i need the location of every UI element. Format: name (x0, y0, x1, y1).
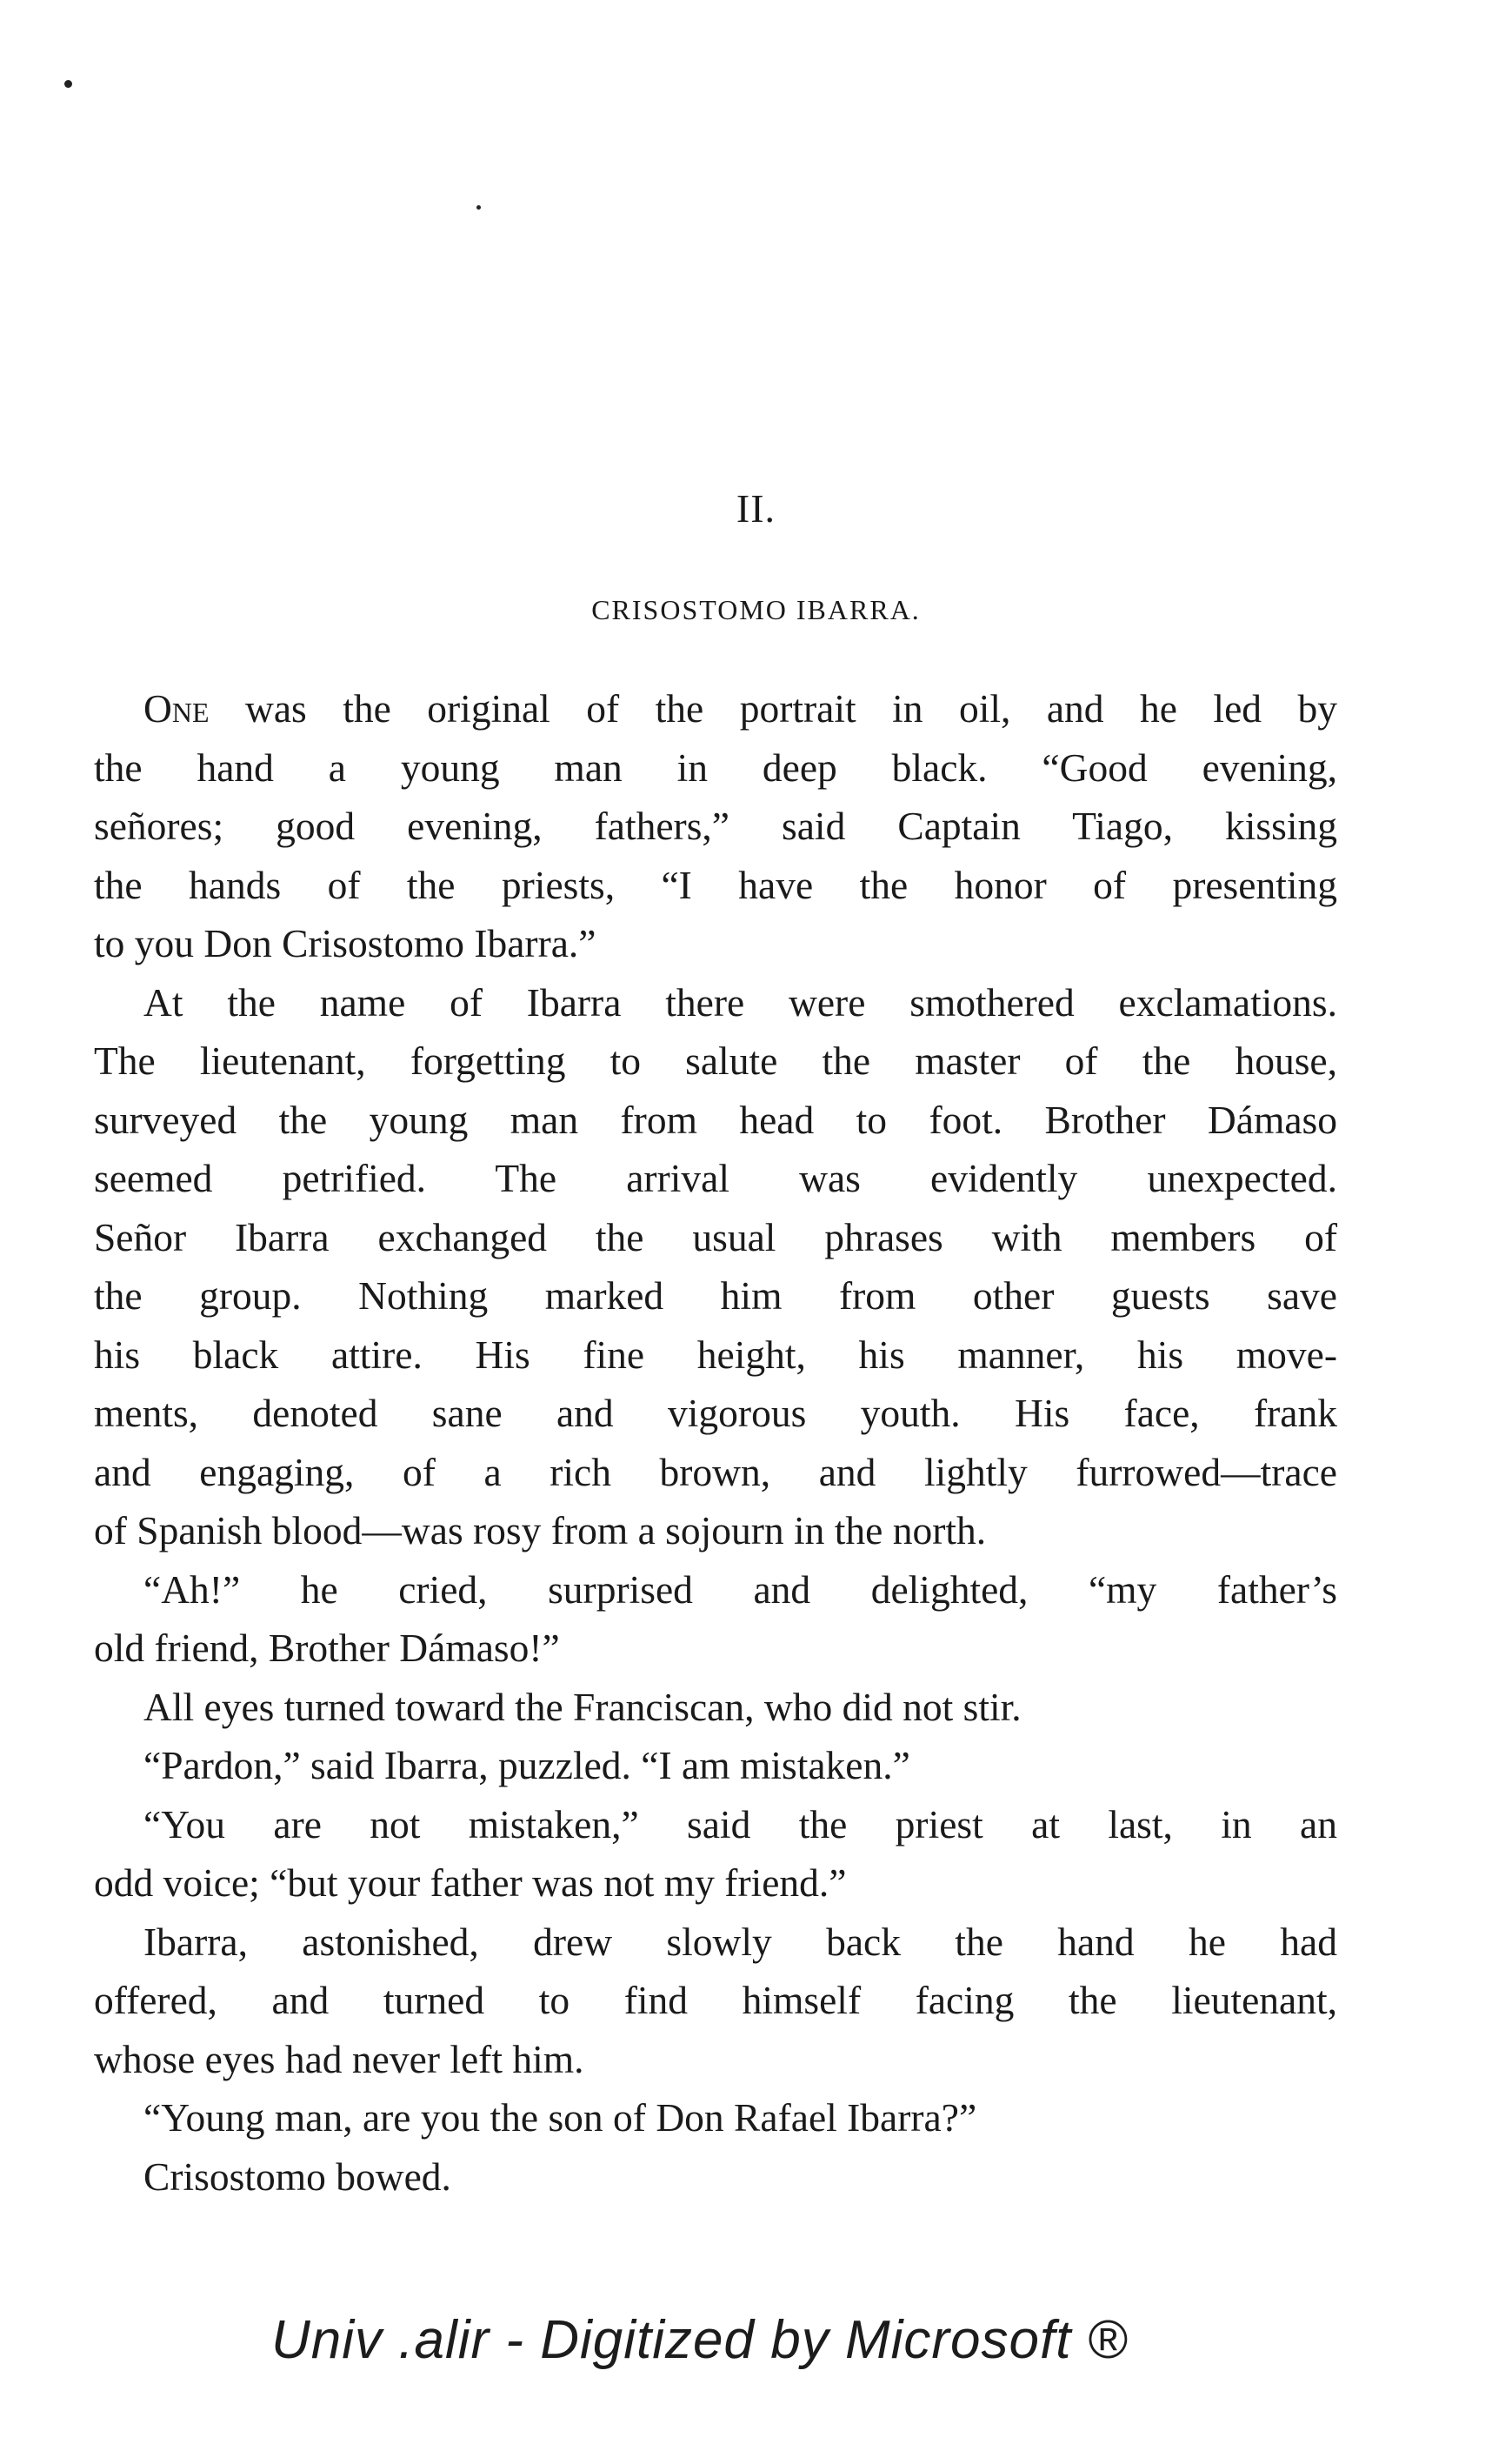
text-line: One was the original of the portrait in oil, and he led by (143, 686, 1337, 731)
text-line: the hand a young man in deep black. “Good evening, (94, 745, 1337, 790)
text-line: Ibarra, astonished, drew slowly back the hand he had (143, 1919, 1337, 1964)
chapter-number: II. (736, 486, 776, 531)
text-line: Crisostomo bowed. (143, 2154, 451, 2199)
text-line: his black attire. His fine height, his manner, his move- (94, 1332, 1337, 1377)
text-line: the group. Nothing marked him from other guests save (94, 1273, 1337, 1318)
text-line: of Spanish blood—was rosy from a sojourn in the north. (94, 1508, 987, 1553)
text-line: old friend, Brother Dámaso!” (94, 1626, 560, 1670)
drop-word: One (143, 686, 210, 731)
text-line: offered, and turned to find himself facing the lieutenant, (94, 1978, 1337, 2022)
text-line: “You are not mistaken,” said the priest at last, in an (143, 1801, 1337, 1846)
text-line: ments, denoted sane and vigorous youth. His face, frank (94, 1391, 1337, 1435)
text-line: surveyed the young man from head to foot. Brother Dámaso (94, 1097, 1337, 1142)
text-line: señores; good evening, fathers,” said Captain Tiago, kissing (94, 804, 1337, 848)
digitization-watermark: Univ .alir - Digitized by Microsoft ® (271, 2310, 1129, 2370)
body-text (94, 679, 1337, 2206)
ink-speck (476, 205, 481, 210)
text-line: to you Don Crisostomo Ibarra.” (94, 921, 596, 965)
text-line: “Pardon,” said Ibarra, puzzled. “I am mistaken.” (143, 1743, 910, 1787)
text-line: odd voice; “but your father was not my friend.” (94, 1860, 847, 1905)
text-line: The lieutenant, forgetting to salute the master of the house, (94, 1038, 1337, 1083)
ink-speck (64, 80, 72, 88)
text-line: whose eyes had never left him. (94, 2036, 584, 2081)
text-line: “Ah!” he cried, surprised and delighted, “my father’s (143, 1566, 1337, 1612)
text-line: and engaging, of a rich brown, and lightly furrowed—trace (94, 1449, 1337, 1494)
text-line: At the name of Ibarra there were smothered exclamations. (143, 979, 1337, 1025)
text-line: seemed petrified. The arrival was evidently unexpected. (94, 1156, 1337, 1200)
text-line: “Young man, are you the son of Don Rafael Ibarra?” (143, 2095, 977, 2140)
chapter-title: CRISOSTOMO IBARRA. (591, 594, 921, 625)
text-line: the hands of the priests, “I have the honor of presenting (94, 862, 1337, 907)
text-line: All eyes turned toward the Franciscan, who did not stir. (143, 1684, 1022, 1729)
text-line: Señor Ibarra exchanged the usual phrases with members of (94, 1214, 1337, 1259)
